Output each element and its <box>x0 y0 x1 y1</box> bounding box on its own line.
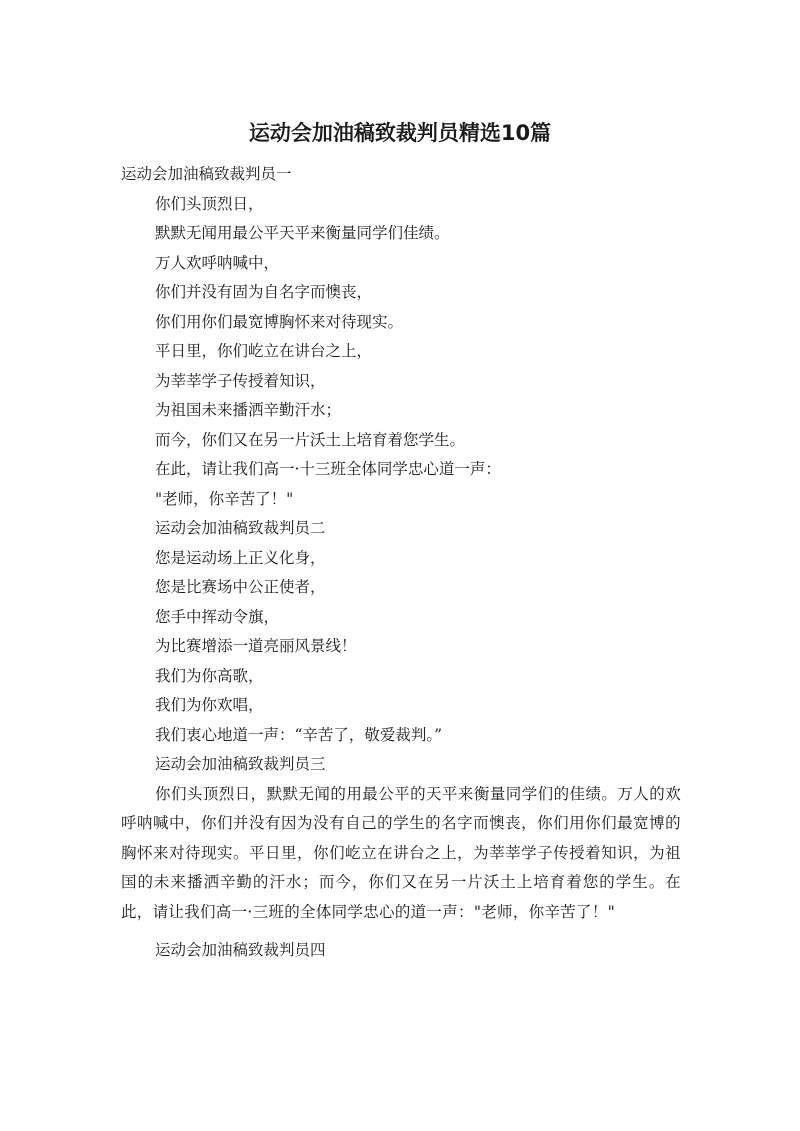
body-paragraph: 你们头顶烈日，默默无闻的用最公平的天平来衡量同学们的佳绩。万人的欢呼呐喊中，你们并没有因为没有自己的学生的名字而懊丧，你们用你们最宽博的胸怀来对待现实。平日里，你们屹立在讲台之上，为莘莘学子传授着知识，为祖国的未来播洒辛勤的汗水；而今，你们又在另一片沃土上培育着您的学生。在此，请让我们高一·三班的全体同学忠心的道一声："老师，你辛苦了！" <box>121 784 681 921</box>
poem-line: 你们并没有固为自名字而懊丧， <box>155 283 373 301</box>
poem-line: 您手中挥动令旗， <box>155 607 280 626</box>
document-title: 运动会加油稿致裁判员精选10篇 <box>248 121 552 145</box>
poem-line: 你们用你们最宽博胸怀来对待现实。 <box>155 312 404 331</box>
poem-line: 而今，你们又在另一片沃土上培育着您学生。 <box>155 430 466 449</box>
poem-line: "老师，你辛苦了！" <box>155 489 294 508</box>
poem-line: 我们衷心地道一声：“辛苦了，敬爱裁判。” <box>155 725 443 744</box>
section-heading-4: 运动会加油稿致裁判员四 <box>155 941 326 959</box>
poem-line: 我们为你欢唱， <box>155 696 264 714</box>
section-heading-1: 运动会加油稿致裁判员一 <box>121 165 292 183</box>
poem-line: 为比赛增添一道亮丽风景线！ <box>155 637 357 655</box>
poem-line: 在此，请让我们高一·十三班全体同学忠心道一声： <box>155 460 501 478</box>
poem-line: 你们头顶烈日， <box>155 194 264 213</box>
poem-line: 您是运动场上正义化身， <box>155 548 326 567</box>
poem-line: 平日里，你们屹立在讲台之上， <box>155 342 373 360</box>
poem-line: 您是比赛场中公正使者， <box>155 578 326 596</box>
document-body <box>121 160 681 966</box>
poem-line: 为莘莘学子传授着知识， <box>155 371 326 390</box>
poem-line: 万人欢呼呐喊中， <box>155 253 280 272</box>
poem-line: 为祖国未来播洒辛勤汗水； <box>155 401 342 419</box>
section-heading-2: 运动会加油稿致裁判员二 <box>155 519 326 537</box>
poem-line: 默默无闻用最公平天平来衡量同学们佳绩。 <box>155 224 450 242</box>
poem-line: 我们为你高歌， <box>155 666 264 685</box>
section-heading-3: 运动会加油稿致裁判员三 <box>155 755 326 773</box>
paragraph-spacer <box>121 927 681 936</box>
